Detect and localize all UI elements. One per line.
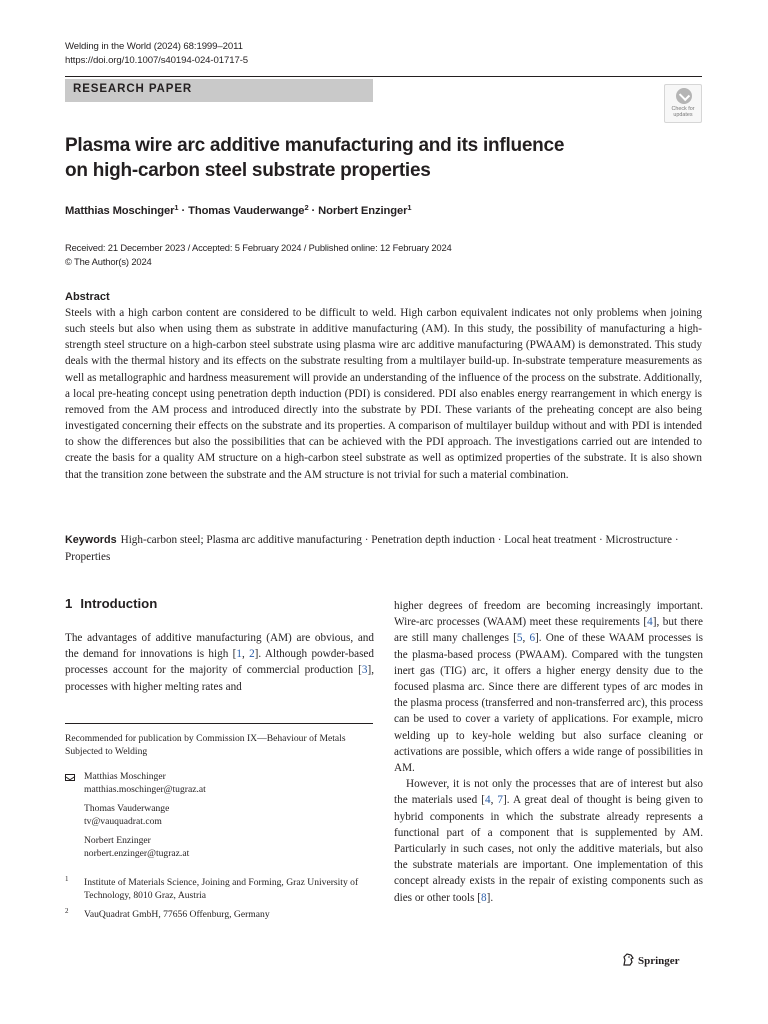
text-run: The advantages of additive manufacturing (AM) are obvious, and the demand for innovations is high [ [65, 632, 374, 661]
contact-entry [84, 802, 169, 828]
article-title [65, 134, 625, 183]
article-type-label: RESEARCH PAPER [73, 83, 193, 95]
citation-link[interactable]: 2 [249, 648, 255, 661]
author-list [65, 203, 411, 217]
author-affil-mark: 1 [174, 203, 179, 212]
springer-horse-icon [622, 953, 635, 966]
text-run: , [490, 794, 498, 807]
text-run: ]. [486, 891, 494, 904]
text-run: ], processes with higher melting rates and [65, 664, 374, 693]
contact-entry [84, 834, 189, 860]
check-for-updates-badge[interactable] [664, 84, 702, 123]
text-run: higher degrees of freedom are becoming increasingly important. Wire-arc processes (WAAM) meet these requirements [ [394, 600, 703, 629]
citation-link[interactable]: 7 [497, 794, 504, 807]
keywords [65, 532, 702, 565]
text-run: ], but there are still many challenges [ [394, 616, 703, 645]
body-column-right [394, 598, 703, 906]
contact-name: Matthias Moschinger [84, 771, 166, 782]
journal-citation [65, 40, 248, 68]
doi-link[interactable]: https://doi.org/10.1007/s40194-024-01717-5 [65, 55, 249, 66]
author-name[interactable]: Thomas Vauderwange [188, 205, 305, 217]
contact-email[interactable]: tv@vauquadrat.com [84, 816, 162, 828]
copyright-notice: © The Author(s) 2024 [65, 256, 152, 267]
paragraph [394, 776, 703, 906]
citation-link[interactable]: 3 [361, 664, 368, 677]
author-separator: · [308, 205, 319, 217]
keywords-label: Keywords [65, 534, 117, 546]
affiliation-number: 2 [65, 907, 69, 915]
journal-reference: Welding in the World (2024) 68:1999–2011 [65, 41, 243, 52]
citation-link[interactable]: 5 [516, 632, 523, 645]
citation-link[interactable]: 4 [647, 616, 653, 629]
body-column-left [65, 630, 374, 695]
citation-link[interactable]: 4 [485, 794, 491, 807]
author-separator: · [178, 205, 189, 217]
abstract-text: Steels with a high carbon content are considered to be difficult to weld. High carbon equivalent indicates not only problems when joining such steels but also when using them as substrate in additive manufacturing (AM). In this study, the possibility of manufacturing a high-strength steel structure on a high-carbon steel substrate using plasma wire arc additive manufacturing (PWAAM) is demonstrated. This study deals with the thermal history and its effects on the substrate resulting from a multilayer build-up. In-substrate temperature measurements as well as metallographic and hardness measurement will provide an understanding of the influence of the process on the substrate. Additionally, a local pre-heating concept using penetration depth induction (PDI) is considered. PDI also enables energy rearrangement in which energy is removed from the AM process and introduced directly into the substrate by PDI. These variants of the preheating concept are also being investigated concerning their effects on the substrate and its properties. A comparison of multilayer buildup without and with PDI is intended to show the differences but also the possibilities that can be achieved with the PDI approach. The investigations carried out are intended to create the basis for a quality AM structure on a high-carbon steel substrate as well as optimized properties of the substrate. It is also shown that the transition zone between the substrate and the AM structure is not trivial for such a material combination. [65, 307, 702, 481]
article-type-banner [65, 79, 373, 102]
text-run: ]. A great deal of thought is being given to hybrid components in which the substrate already represents a functional part of a component that is supplemented by AM. Particularly in such cases, not only the additive materials, but also the substrate materials are important. One implementation of this concept already exists in the repair of existing components such as dies or other tools [ [394, 794, 704, 904]
envelope-icon [65, 774, 75, 781]
contact-name: Thomas Vauderwange [84, 803, 170, 814]
contact-email[interactable]: matthias.moschinger@tugraz.at [84, 784, 206, 796]
abstract-heading: Abstract [65, 291, 110, 303]
text-run: ]. One of these WAAM processes is the plasma-based process (PWAAM). Compared with the tungsten inert gas (TIG) arc, it offers a higher energy density due to the focused plasma arc. Since there are different types of arc modes in the plasma process (transferred and non-transferred arc), this process can be used to cover a variety of applications. For example, micro welding up to key-hole welding but also surface cleaning or activations are possible, which offers a wide range of possibilities in AM. [394, 632, 703, 775]
author-affil-mark: 2 [304, 203, 309, 212]
contact-entry [84, 770, 206, 796]
title-line-2: on high-carbon steel substrate properties [65, 159, 431, 181]
contact-name: Norbert Enzinger [84, 835, 151, 846]
header-rule [65, 76, 702, 77]
history-dates: Received: 21 December 2023 / Accepted: 5 February 2024 / Published online: 12 February 2024 [65, 242, 452, 253]
citation-link[interactable]: 6 [529, 632, 536, 645]
contact-email[interactable]: norbert.enzinger@tugraz.at [84, 848, 190, 860]
keywords-text: High-carbon steel; Plasma arc additive manufacturing · Penetration depth induction · Local heat treatment · Microstructure · Properties [65, 534, 679, 563]
author-name[interactable]: Matthias Moschinger [65, 205, 175, 217]
author-name[interactable]: Norbert Enzinger [318, 205, 408, 217]
publisher-logo[interactable] [622, 953, 680, 967]
section-heading [65, 596, 157, 611]
paragraph [394, 598, 703, 776]
section-number: 1 [65, 596, 73, 611]
recommendation-note: Recommended for publication by Commission IX—Behaviour of Metals Subjected to Welding [65, 733, 346, 758]
section-title: Introduction [80, 596, 158, 611]
text-run: , [522, 632, 530, 645]
citation-link[interactable]: 8 [481, 891, 487, 904]
citation-link[interactable]: 1 [236, 648, 242, 661]
author-affil-mark: 1 [407, 203, 412, 212]
title-line-1: Plasma wire arc additive manufacturing and its influence [65, 135, 565, 156]
text-run: ]. Although powder-based processes account for the majority of commercial production [ [65, 648, 374, 677]
paragraph [65, 630, 374, 695]
text-run: , [241, 648, 250, 661]
publication-history [65, 241, 452, 269]
check-for-updates-label: Check for updates [671, 106, 695, 118]
affiliation-text: Institute of Materials Science, Joining and Forming, Graz University of Technology, 8010 Graz, Austria [84, 877, 359, 902]
affiliation-text: VauQuadrat GmbH, 77656 Offenburg, Germany [84, 909, 270, 920]
affiliation-number: 1 [65, 875, 69, 883]
footnote-rule [65, 723, 373, 724]
checkmark-icon [676, 88, 692, 104]
text-run: However, it is not only the processes that are of interest but also the materials used [ [394, 778, 703, 807]
publisher-name: Springer [638, 955, 680, 967]
